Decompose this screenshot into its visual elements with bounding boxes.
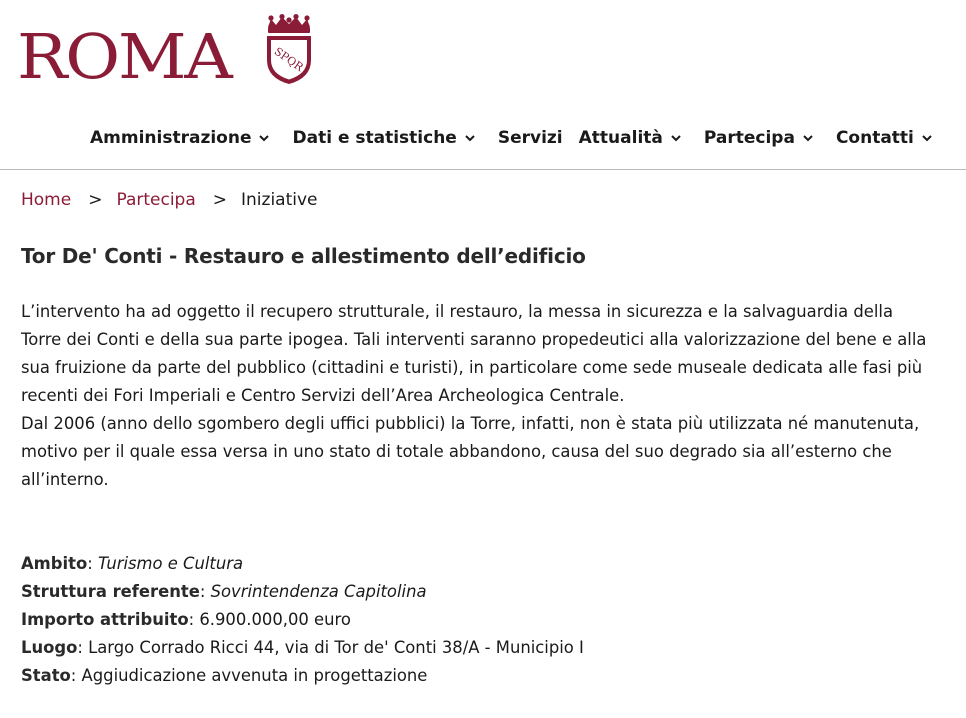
- detail-value: Aggiudicazione avvenuta in progettazione: [81, 666, 428, 685]
- site-logo[interactable]: ROMA: [17, 20, 231, 93]
- detail-luogo: Luogo: Largo Corrado Ricci 44, via di Tor de' Conti 38/A - Municipio I: [21, 638, 584, 657]
- nav-item-label: Amministrazione: [90, 128, 252, 148]
- breadcrumb-home-link[interactable]: Home: [21, 190, 72, 210]
- breadcrumb-partecipa-link[interactable]: Partecipa: [116, 190, 196, 210]
- breadcrumb: [21, 190, 318, 210]
- detail-value: Turismo e Cultura: [97, 554, 244, 573]
- detail-label: Stato: [21, 666, 71, 685]
- nav-item-partecipa[interactable]: [704, 126, 814, 150]
- detail-label: Struttura referente: [21, 582, 200, 601]
- detail-label: Ambito: [21, 554, 88, 573]
- nav-item-label: Servizi: [497, 128, 563, 148]
- project-details: [21, 550, 584, 690]
- nav-item-servizi[interactable]: [498, 126, 563, 150]
- breadcrumb-separator: >: [212, 190, 228, 210]
- spqr-emblem-icon[interactable]: [262, 14, 316, 86]
- detail-value: Sovrintendenza Capitolina: [210, 582, 427, 601]
- nav-item-label: Partecipa: [703, 128, 795, 148]
- nav-item-contatti[interactable]: [836, 126, 933, 150]
- chevron-down-icon: [921, 132, 933, 144]
- breadcrumb-current: Iniziative: [241, 190, 318, 210]
- detail-value: Largo Corrado Ricci 44, via di Tor de' Conti 38/A - Municipio I: [88, 638, 584, 657]
- main-nav: [90, 126, 933, 150]
- detail-label: Importo attribuito: [21, 610, 189, 629]
- nav-item-dati-statistiche[interactable]: [292, 126, 475, 150]
- site-header: [0, 0, 966, 170]
- description-paragraph: Dal 2006 (anno dello sgombero degli uffici pubblici) la Torre, infatti, non è stata più utilizzata né manutenuta, motivo per il quale essa versa in uno stato di totale abbandono, causa del suo degrado sia all’esterno che all’interno.: [21, 414, 920, 489]
- nav-item-label: Dati e statistiche: [292, 128, 457, 148]
- page-description: [21, 298, 936, 494]
- detail-value: 6.900.000,00 euro: [199, 610, 351, 629]
- detail-ambito: Ambito: Turismo e Cultura: [21, 554, 244, 573]
- nav-item-amministrazione[interactable]: [90, 126, 270, 150]
- detail-label: Luogo: [21, 638, 78, 657]
- chevron-down-icon: [670, 132, 682, 144]
- description-paragraph: L’intervento ha ad oggetto il recupero strutturale, il restauro, la messa in sicurezza e la salvaguardia della Torre dei Conti e della sua parte ipogea. Tali interventi saranno propedeutici alla valorizzazione del bene e alla sua fruizione da parte del pubblico (cittadini e turisti), in particolare come sede museale dedicata alle fasi più recenti dei Fori Imperiali e Centro Servizi dell’Area Archeologica Centrale.: [21, 302, 927, 405]
- nav-item-label: Contatti: [835, 128, 914, 148]
- page-title: Tor De' Conti - Restauro e allestimento dell’edificio: [21, 244, 586, 268]
- nav-item-label: Attualità: [578, 128, 663, 148]
- chevron-down-icon: [464, 132, 476, 144]
- detail-importo: Importo attribuito: 6.900.000,00 euro: [21, 610, 351, 629]
- nav-item-attualita[interactable]: [579, 126, 682, 150]
- breadcrumb-separator: >: [88, 190, 103, 210]
- detail-struttura: Struttura referente: Sovrintendenza Capitolina: [21, 582, 427, 601]
- chevron-down-icon: [802, 132, 814, 144]
- emblem-text: SPQR: [271, 44, 306, 74]
- detail-stato: Stato: Aggiudicazione avvenuta in progettazione: [21, 666, 428, 685]
- chevron-down-icon: [258, 132, 270, 144]
